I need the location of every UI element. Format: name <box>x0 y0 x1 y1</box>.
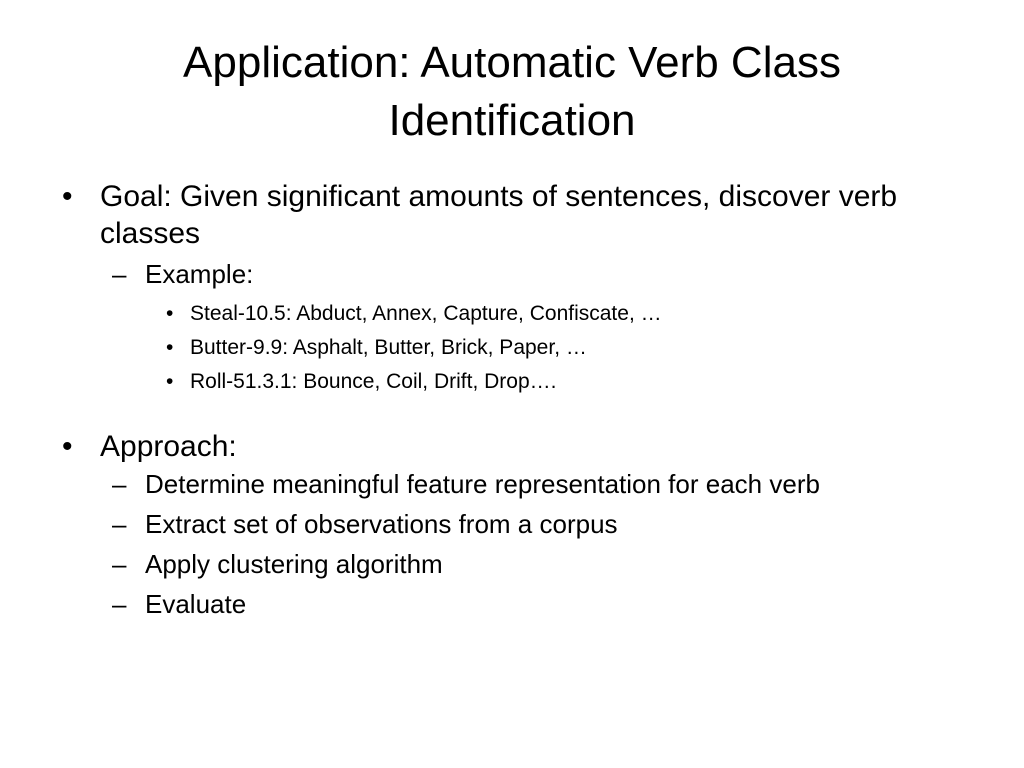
bullet-marker: • <box>166 370 174 393</box>
approach-step-text: Determine meaningful feature representation for each verb <box>145 469 820 499</box>
slide-title: Application: Automatic Verb Class Identification <box>183 38 841 145</box>
approach-step <box>62 468 962 501</box>
approach-step <box>62 548 962 581</box>
approach-step <box>62 588 962 621</box>
dash-marker: – <box>112 469 127 499</box>
dash-marker: – <box>112 549 127 579</box>
bullet-marker: • <box>62 430 73 463</box>
example-item <box>62 300 962 327</box>
bullet-marker: • <box>166 336 174 359</box>
example-item-text: Roll-51.3.1: Bounce, Coil, Drift, Drop…. <box>190 370 557 393</box>
example-item-text: Steal-10.5: Abduct, Annex, Capture, Confiscate, … <box>190 302 662 325</box>
bullet-goal <box>62 178 962 252</box>
slide-body <box>62 178 962 621</box>
approach-step-text: Extract set of observations from a corpus <box>145 509 618 539</box>
dash-marker: – <box>112 259 127 289</box>
dash-marker: – <box>112 509 127 539</box>
example-item <box>62 368 962 395</box>
example-item <box>62 334 962 361</box>
bullet-approach <box>62 428 962 465</box>
sub-bullet-example-text: Example: <box>145 259 254 289</box>
dash-marker: – <box>112 589 127 619</box>
bullet-approach-text: Approach: <box>100 430 237 463</box>
bullet-marker: • <box>166 302 174 325</box>
bullet-marker: • <box>62 180 73 213</box>
approach-step-text: Apply clustering algorithm <box>145 549 443 579</box>
bullet-goal-text: Goal: Given significant amounts of sentences, discover verb classes <box>100 180 898 250</box>
approach-step <box>62 508 962 541</box>
example-item-text: Butter-9.9: Asphalt, Butter, Brick, Paper, … <box>190 336 587 359</box>
sub-bullet-example <box>62 258 962 291</box>
approach-step-text: Evaluate <box>145 589 247 619</box>
